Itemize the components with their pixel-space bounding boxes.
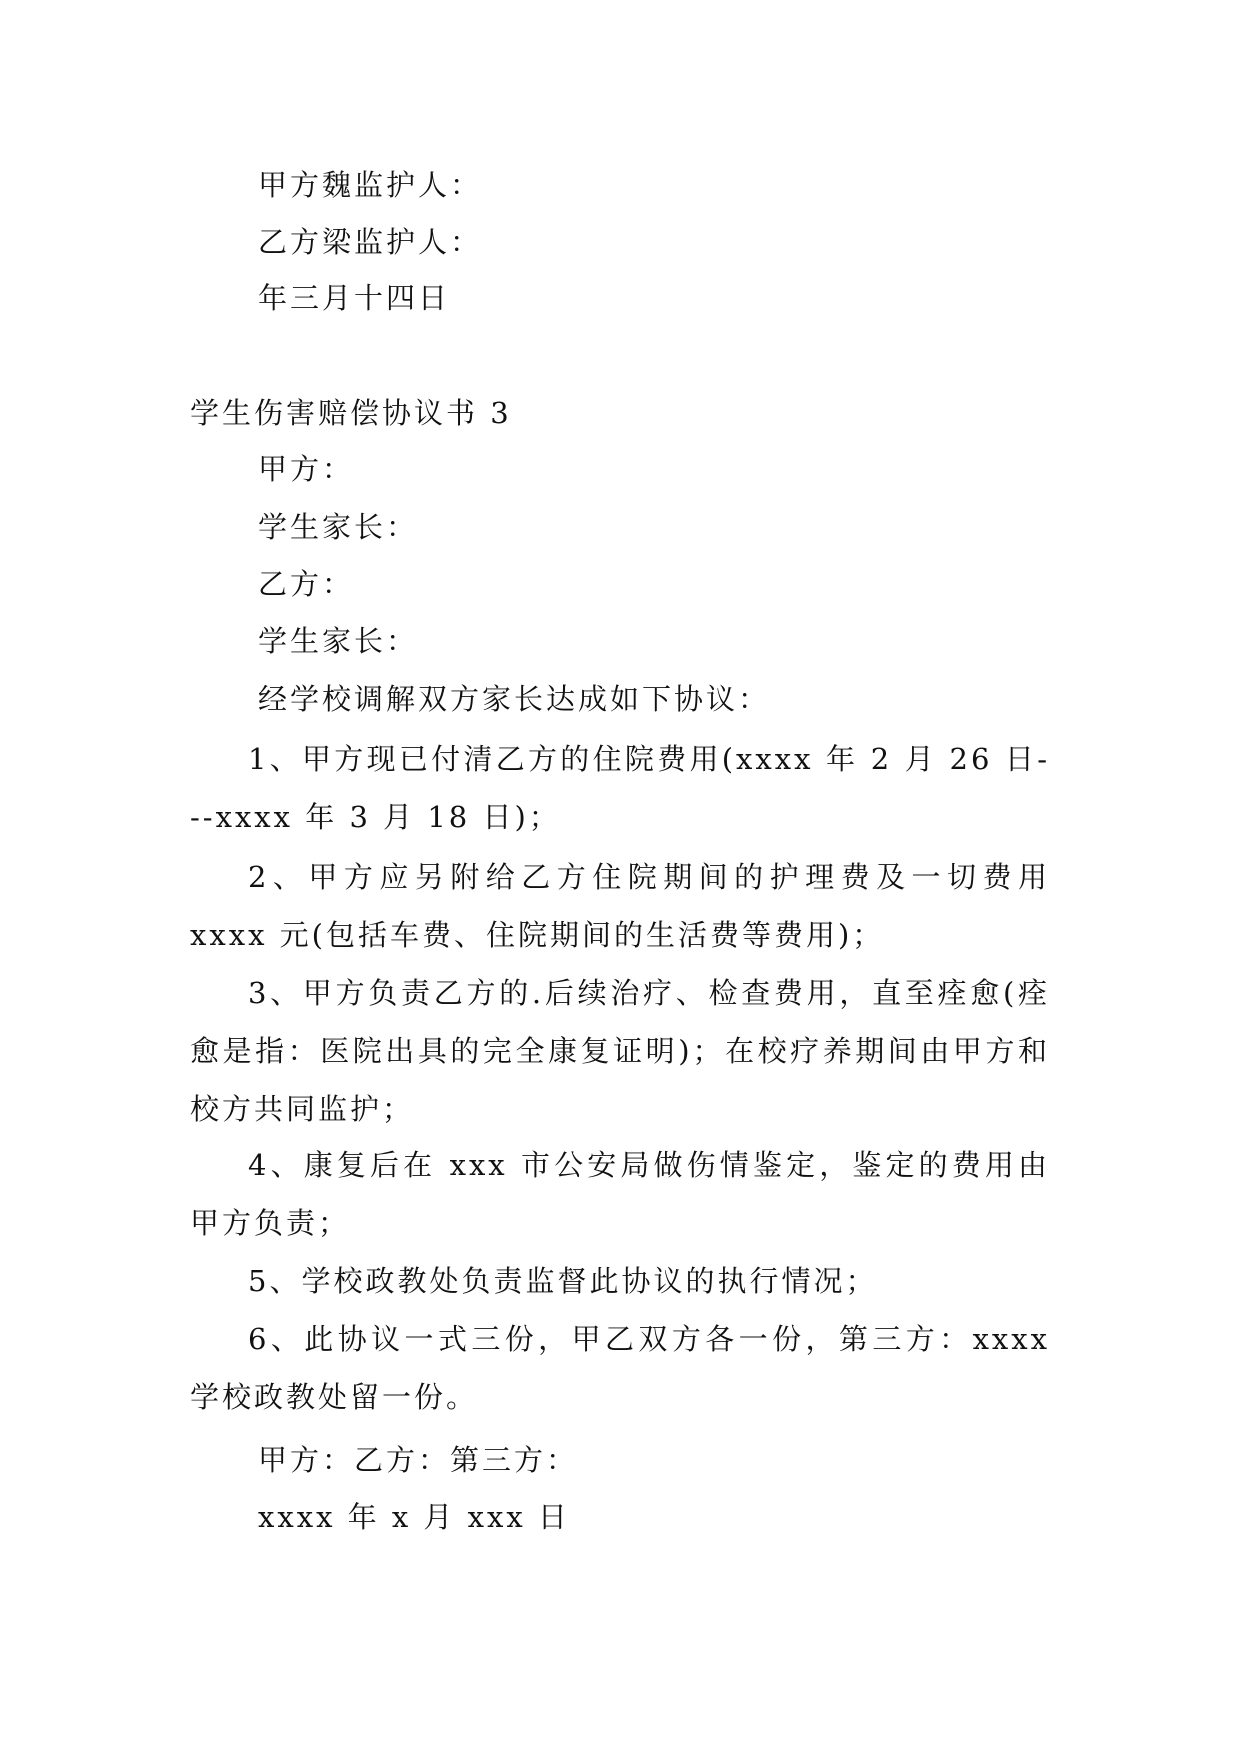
clause-3: 3、甲方负责乙方的.后续治疗、检查费用，直至痊愈(痊愈是指：医院出具的完全康复证明)；在校疗养期间由甲方和校方共同监护； <box>190 976 1050 1126</box>
party-b-label: 乙方： <box>258 567 355 601</box>
party-a-label: 甲方： <box>258 452 355 486</box>
clause-5: 5、学校政教处负责监督此协议的执行情况； <box>248 1264 878 1298</box>
guardian-b-signature-line: 乙方梁监护人： <box>258 225 483 259</box>
signature-date: 年三月十四日 <box>258 281 451 315</box>
clause-2: 2、甲方应另附给乙方住院期间的护理费及一切费用 xxxx 元(包括车费、住院期间的生活费等费用)； <box>190 860 1050 952</box>
agreement-intro: 经学校调解双方家长达成如下协议： <box>258 682 771 716</box>
clause-1: 1、甲方现已付清乙方的住院费用(xxxx 年 2 月 26 日---xxxx 年 3 月 18 日)； <box>190 742 1050 834</box>
clause-6: 6、此协议一式三份，甲乙双方各一份，第三方：xxxx 学校政教处留一份。 <box>190 1322 1050 1414</box>
party-a-parent-label: 学生家长： <box>258 510 419 544</box>
agreement-title: 学生伤害赔偿协议书 3 <box>190 396 512 430</box>
party-b-parent-label: 学生家长： <box>258 624 419 658</box>
signature-block: 甲方：乙方：第三方： <box>258 1443 579 1477</box>
final-date: xxxx 年 x 月 xxx 日 <box>258 1500 570 1534</box>
clause-4: 4、康复后在 xxx 市公安局做伤情鉴定，鉴定的费用由甲方负责； <box>190 1148 1050 1240</box>
guardian-a-signature-line: 甲方魏监护人： <box>258 168 483 202</box>
